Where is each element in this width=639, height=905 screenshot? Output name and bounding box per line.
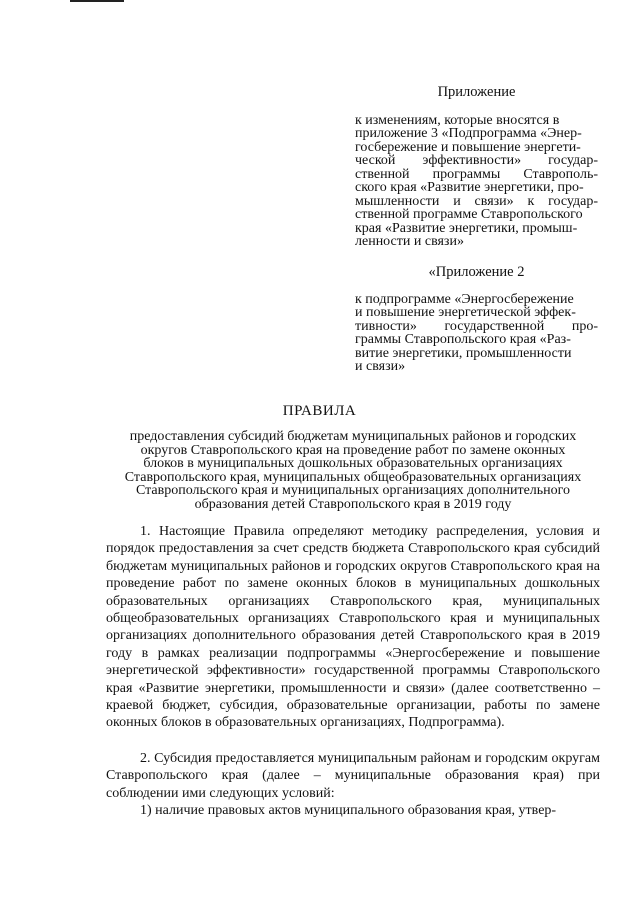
page-edge-mark — [70, 0, 124, 2]
appendix-line: госбережение и повышение энергети- — [355, 139, 581, 155]
appendix-heading-1 — [355, 86, 598, 249]
appendix-title: «Приложение 2 — [428, 264, 525, 280]
appendix-line: ственной программы Ставрополь- — [355, 166, 598, 182]
document-subtitle — [108, 430, 598, 512]
subtitle-line: округов Ставропольского края на проведение работ по замене оконных — [140, 442, 566, 458]
appendix-title: Приложение — [437, 84, 516, 100]
subtitle-line: образования детей Ставропольского края в 2019 году — [194, 496, 512, 512]
paragraph-3: 1) наличие правовых актов муниципального образования края, утвер- — [140, 803, 557, 819]
appendix-line: и связи» — [355, 359, 406, 374]
appendix-line: тивности» государственной про- — [355, 318, 598, 334]
appendix-line: края «Развитие энергетики, промыш- — [355, 220, 578, 236]
subtitle-line: Ставропольского края, муниципальных общеобразовательных организациях — [124, 469, 582, 485]
appendix-line: ственной программе Ставропольского — [355, 207, 583, 222]
appendix-line: мышленности и связи» к государ- — [355, 193, 598, 209]
document-title: ПРАВИЛА — [282, 403, 357, 419]
subtitle-line: блоков в муниципальных дошкольных образовательных организациях — [143, 456, 563, 472]
paragraph-1: 1. Настоящие Правила определяют методику распределения, условия и порядок предоставления за счет средств бюджета Ставропольского края субсидий бюджетам муниципальных районов и городских округов Ставропольского края на проведение работ по замене оконных блоков в муниципальных дошкольных образовательных организациях Ставропольского края, муниципальных общеобразовательных организациях Ставропольского края и муниципальных организациях дополнительного образования детей Ставропольского края в 2019 году в рамках реализации подпрограммы «Энергосбережение и повышение энергетической эффективности» государственной программы Ставропольского края «Развитие энергетики, промышленности и связи» (далее соответственно – краевой бюджет, субсидия, образовательные организации, работы по замене оконных блоков в образовательных организациях, Подпрограмма). — [106, 524, 600, 731]
appendix-line: витие энергетики, промышленности — [355, 345, 572, 361]
appendix-text — [355, 114, 598, 249]
document-body — [106, 523, 600, 820]
appendix-heading-2 — [355, 266, 598, 374]
appendix-line: ленности и связи» — [355, 234, 464, 249]
appendix-line: ского края «Развитие энергетики, про- — [355, 180, 584, 195]
subtitle-line: предоставления субсидий бюджетам муниципальных районов и городских — [129, 429, 577, 444]
appendix-line: и повышение энергетической эффек- — [355, 305, 576, 320]
subtitle-line: Ставропольского края и муниципальных организациях дополнительного — [135, 483, 571, 499]
appendix-line: граммы Ставропольского края «Раз- — [355, 332, 571, 347]
appendix-text — [355, 293, 598, 374]
appendix-line: приложение 3 «Подпрограмма «Энер- — [355, 126, 582, 141]
appendix-line: ческой эффективности» государ- — [355, 153, 598, 168]
paragraph-2: 2. Субсидия предоставляется муниципальным районам и городским округам Ставропольского края (далее – муниципальные образования края) при соблюдении ими следующих условий: — [106, 750, 600, 801]
appendix-line: к подпрограмме «Энергосбережение — [355, 291, 574, 307]
appendix-line: к изменениям, которые вносятся в — [355, 112, 560, 128]
